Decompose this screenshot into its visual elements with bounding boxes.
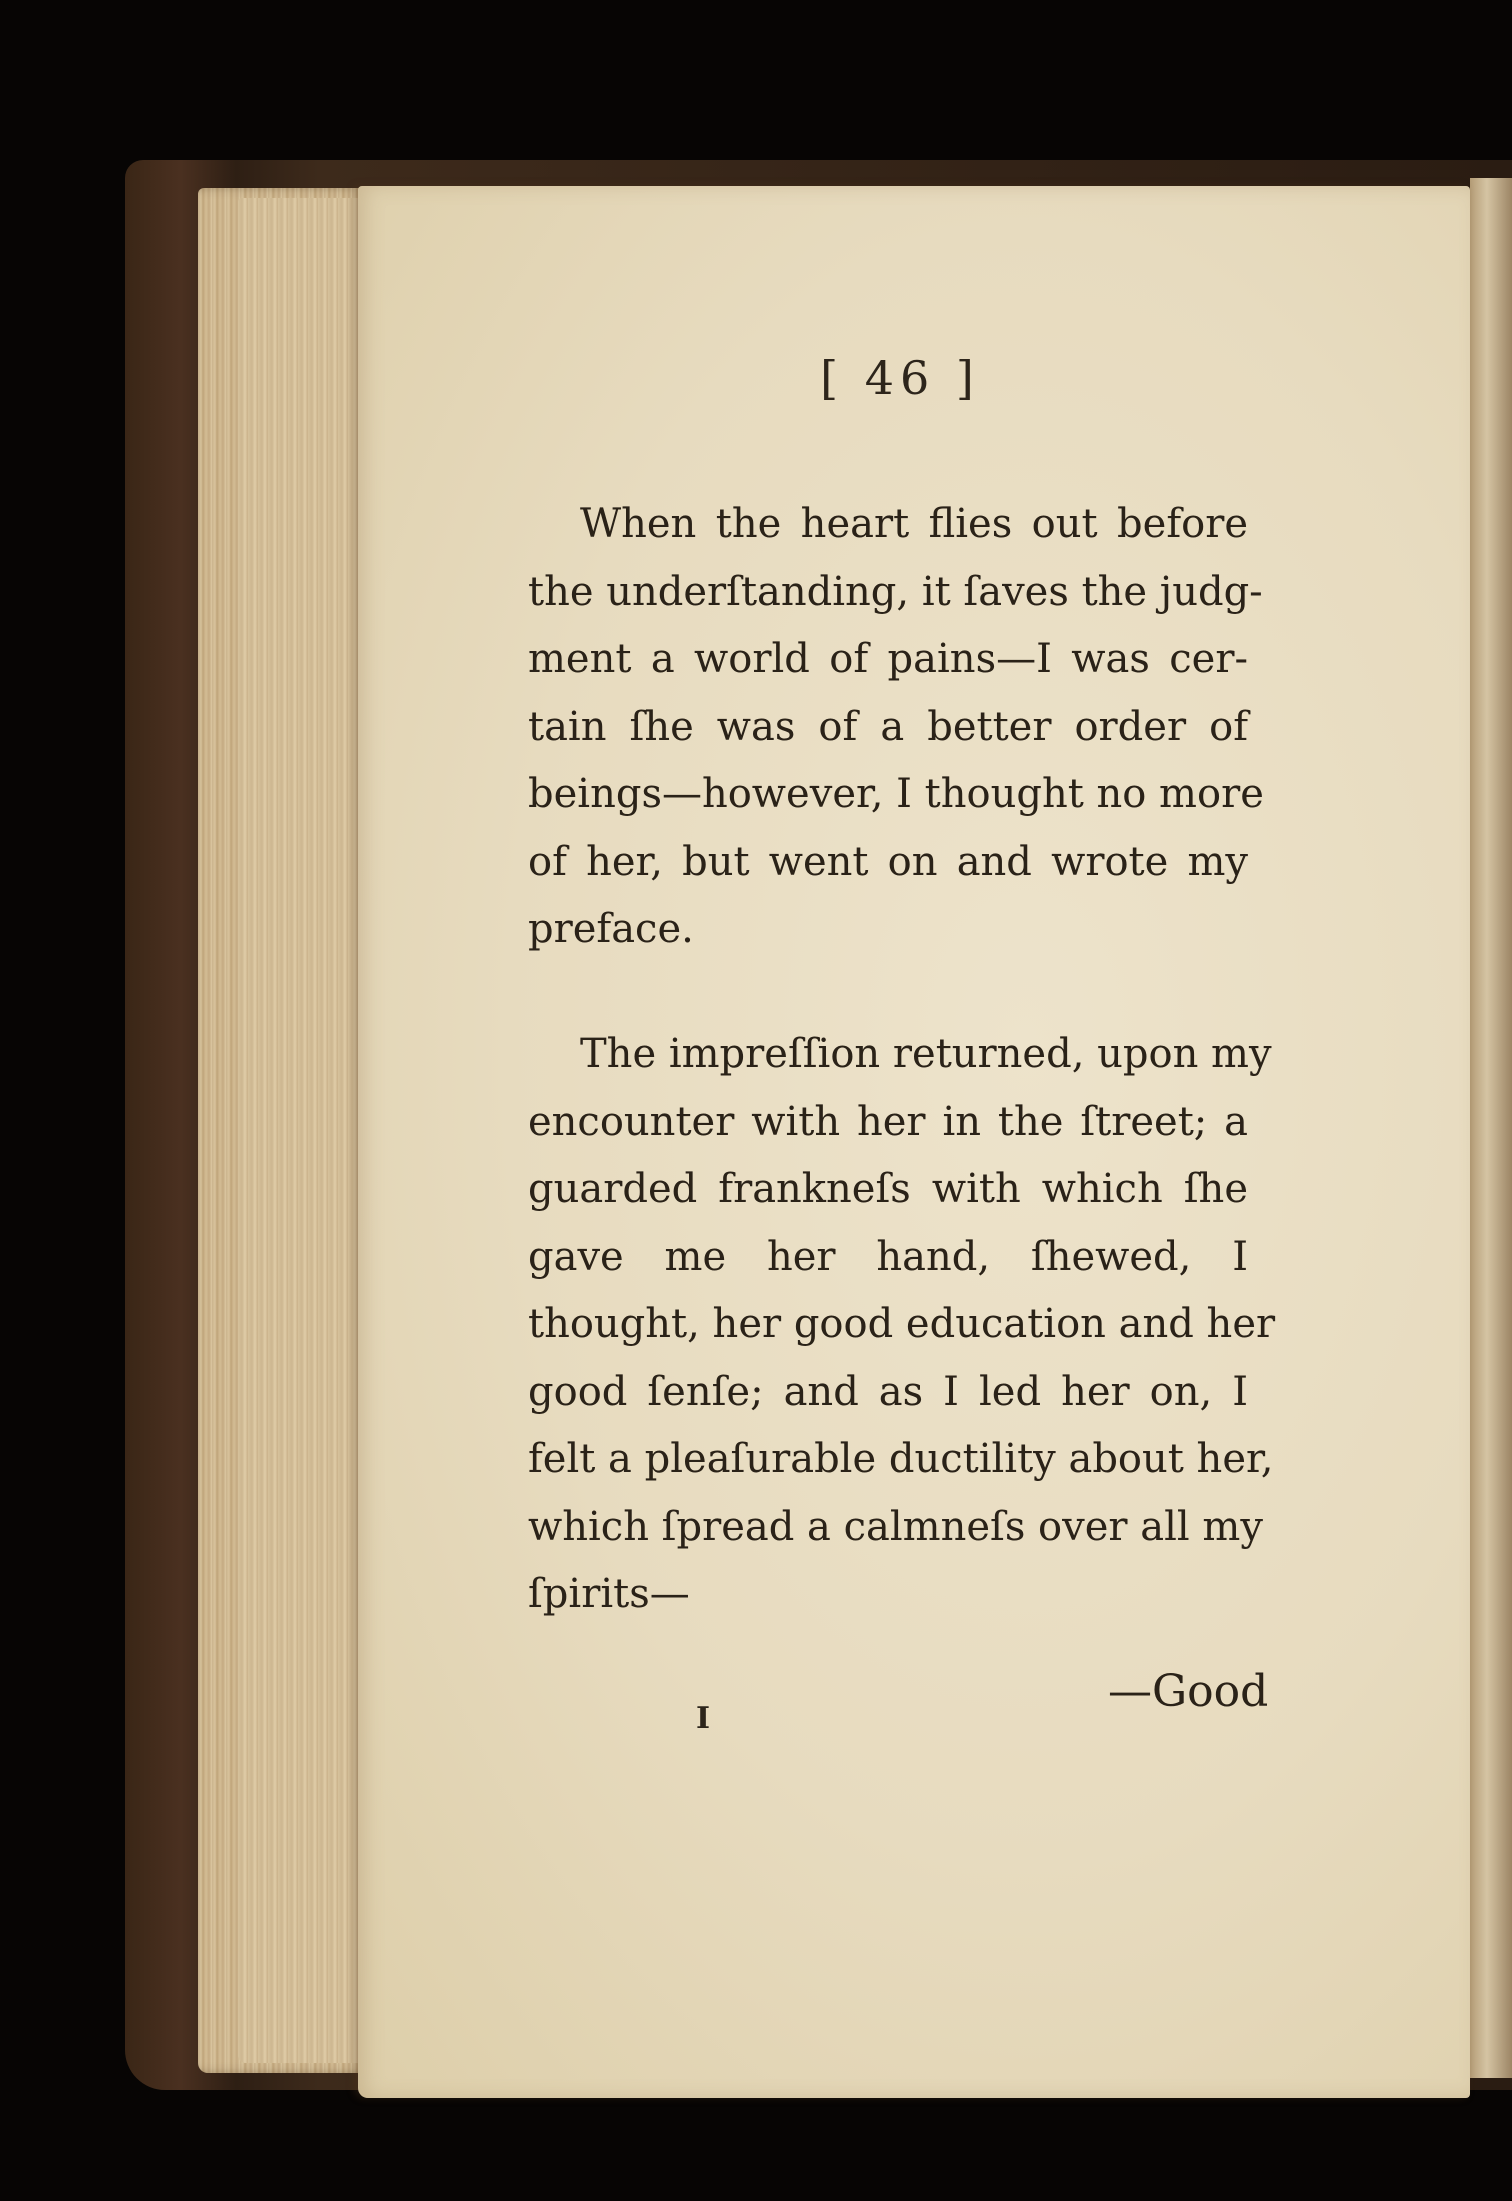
catchword: —Good xyxy=(1108,1666,1269,1717)
text-line: the underſtanding, it ſaves the judg- xyxy=(528,568,1263,615)
text-line: good ſenſe; and as I led her on, I xyxy=(528,1368,1248,1415)
text-line: felt a pleaſurable ductility about her, xyxy=(528,1436,1274,1482)
text-line: When the heart flies out before xyxy=(580,501,1248,547)
text-line: gave me her hand, ſhewed, I xyxy=(528,1233,1248,1280)
paragraph-2 xyxy=(528,1021,1276,1629)
text-line: encounter with her in the ſtreet; a xyxy=(528,1098,1248,1145)
book-page xyxy=(358,186,1470,2098)
text-line: ment a world of pains—I was cer- xyxy=(528,636,1248,682)
paragraph-1 xyxy=(528,491,1264,964)
text-line: guarded frankneſs with which ſhe xyxy=(528,1166,1248,1212)
text-line: of her, but went on and wrote my xyxy=(528,838,1248,885)
text-line: ſpirits— xyxy=(528,1571,690,1617)
signature-mark: I xyxy=(696,1701,711,1736)
text-line: thought, her good education and her xyxy=(528,1301,1276,1347)
text-line: beings—however, I thought no more xyxy=(528,771,1264,817)
text-line: The impreſſion returned, upon my xyxy=(580,1031,1272,1077)
facing-page-edge xyxy=(1470,178,1512,2078)
text-line: tain ſhe was of a better order of xyxy=(528,703,1248,750)
text-line: preface. xyxy=(528,906,694,952)
page-number: [ 46 ] xyxy=(820,351,980,405)
text-line: which ſpread a calmneſs over all my xyxy=(528,1503,1263,1550)
